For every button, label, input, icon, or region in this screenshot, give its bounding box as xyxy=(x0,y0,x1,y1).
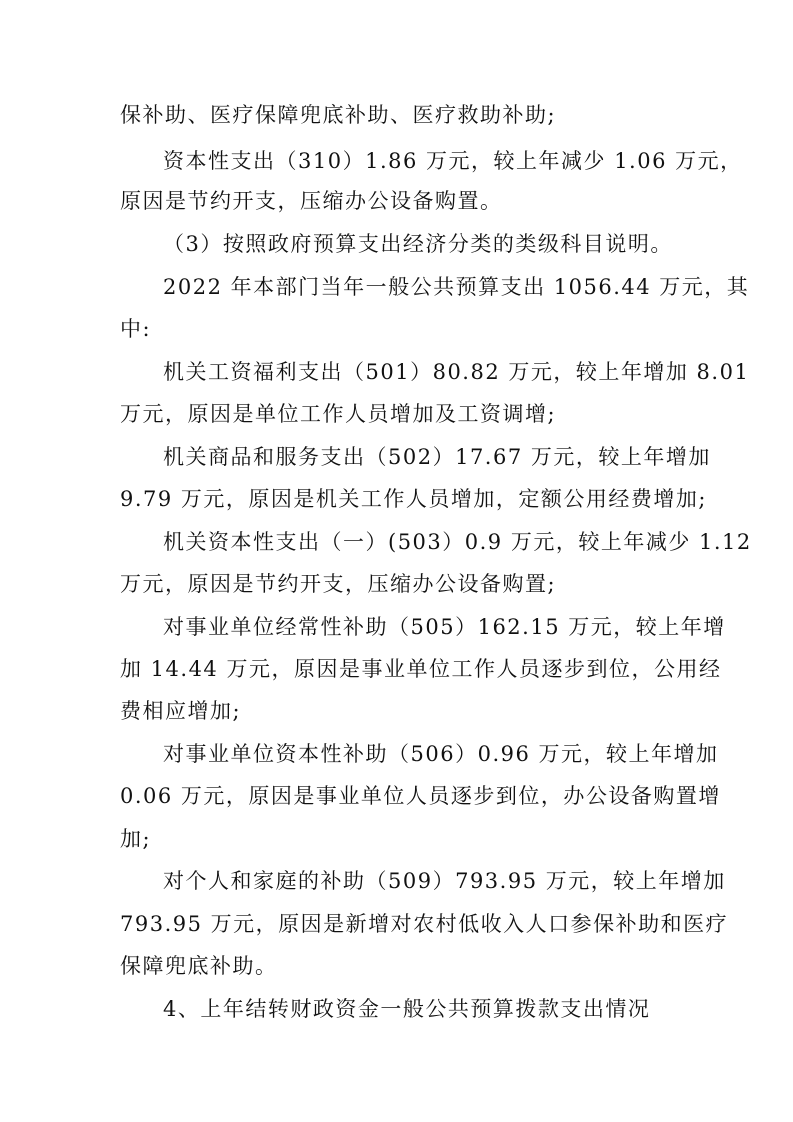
paragraph-502: 机关商品和服务支出（502）17.67 万元，较上年增加 xyxy=(163,445,711,469)
paragraph-503: 机关资本性支出（一）(503）0.9 万元，较上年减少 1.12 xyxy=(163,530,752,554)
text-line: 793.95 万元，原因是新增对农村低收入人口参保补助和医疗 xyxy=(120,912,729,936)
text-line: 保障兜底补助。 xyxy=(120,954,278,978)
paragraph-505: 对事业单位经常性补助（505）162.15 万元，较上年增 xyxy=(163,615,726,639)
text-line: 加 14.44 万元，原因是事业单位工作人员逐步到位，公用经 xyxy=(120,657,722,681)
text-line: 费相应增加; xyxy=(120,699,242,723)
text-line: 万元，原因是节约开支，压缩办公设备购置; xyxy=(120,572,557,596)
paragraph-509: 对个人和家庭的补助（509）793.95 万元，较上年增加 xyxy=(163,869,726,893)
paragraph-capital-expenditure: 资本性支出（310）1.86 万元，较上年减少 1.06 万元， xyxy=(163,149,743,173)
section-heading-4: 4、上年结转财政资金一般公共预算拨款支出情况 xyxy=(163,997,651,1021)
text-line: 0.06 万元，原因是事业单位人员逐步到位，办公设备购置增 xyxy=(120,784,721,808)
text-line-continuation: 保补助、医疗保障兜底补助、医疗救助补助; xyxy=(120,103,557,127)
text-line: 9.79 万元，原因是机关工作人员增加，定额公用经费增加; xyxy=(120,487,708,511)
text-line: 原因是节约开支，压缩办公设备购置。 xyxy=(120,189,503,213)
text-line: 万元，原因是单位工作人员增加及工资调增; xyxy=(120,402,557,426)
text-line: 加; xyxy=(120,827,152,851)
text-line: 中: xyxy=(120,317,152,341)
section-heading-3: （3）按照政府预算支出经济分类的类级科目说明。 xyxy=(163,232,673,256)
paragraph-total-expenditure: 2022 年本部门当年一般公共预算支出 1056.44 万元，其 xyxy=(163,275,750,299)
paragraph-506: 对事业单位资本性补助（506）0.96 万元，较上年增加 xyxy=(163,742,719,766)
paragraph-501: 机关工资福利支出（501）80.82 万元，较上年增加 8.01 xyxy=(163,360,750,384)
